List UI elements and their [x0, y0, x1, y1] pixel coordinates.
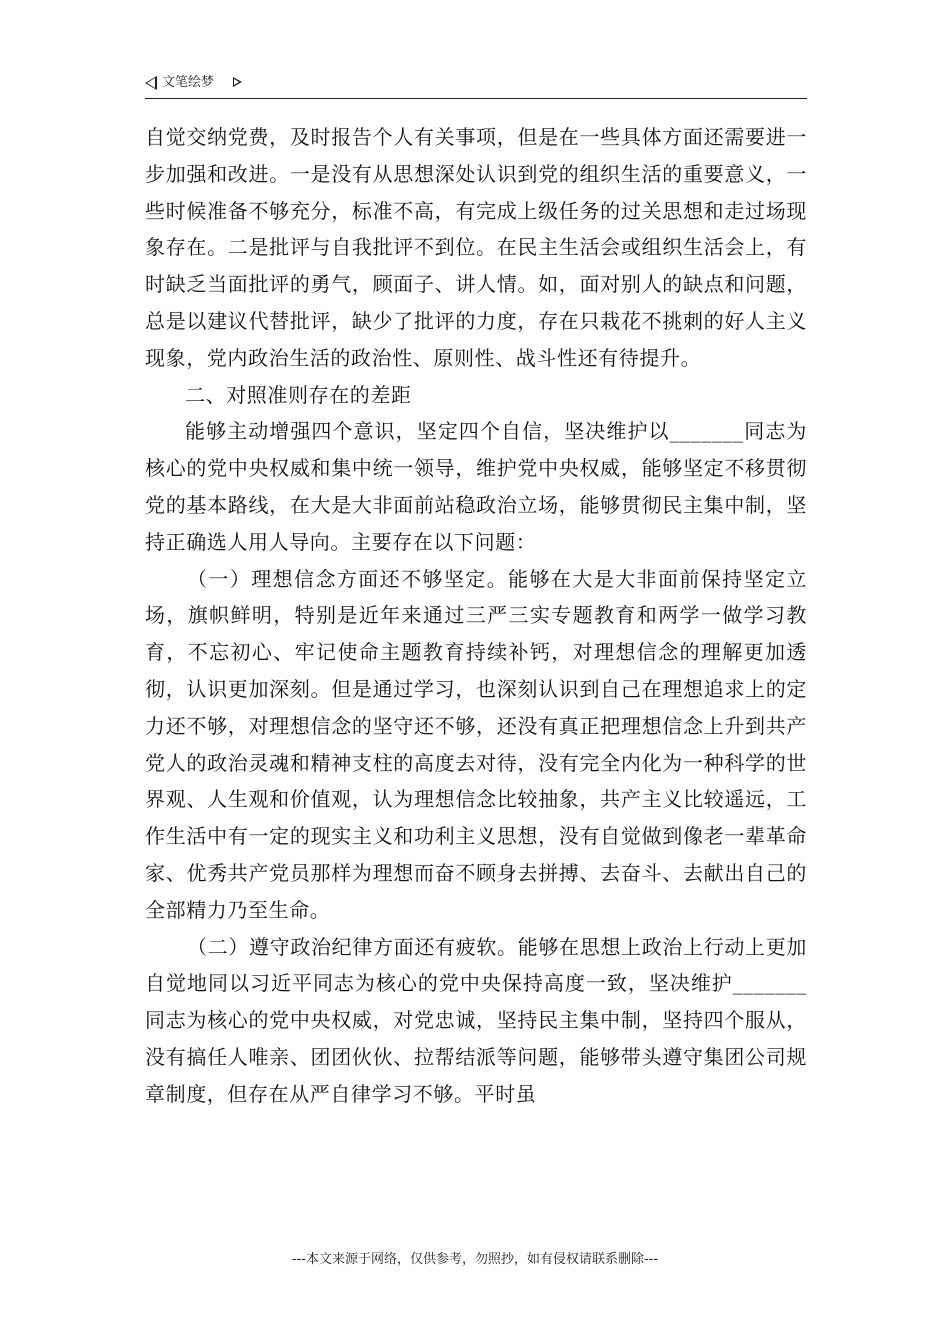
paragraph-intro: 能够主动增强四个意识，坚定四个自信，坚决维护以_______同志为核心的党中央权威和集中统一领导，维护党中央权威，能够坚定不移贯彻党的基本路线，在大是大非面前站稳政治立场，能够贯彻民主集中制，坚持正确选人用人导向。主要存在以下问题： [145, 419, 807, 554]
document-body [145, 119, 807, 1113]
paragraph-item-one: （一）理想信念方面还不够坚定。能够在大是大非面前保持坚定立场，旗帜鲜明，特别是近年来通过三严三实专题教育和两学一做学习教育，不忘初心、牢记使命主题教育持续补钙，对理想信念的理解更加透彻，认识更加深刻。但是通过学习，也深刻认识到自己在理想追求上的定力还不够，对理想信念的坚守还不够，还没有真正把理想信念上升到共产党人的政治灵魂和精神支柱的高度去对待，没有完全内化为一种科学的世界观、人生观和价值观，认为理想信念比较抽象，共产主义比较遥远，工作生活中有一定的现实主义和功利主义思想，没有自觉做到像老一辈革命家、优秀共产党员那样为理想而奋不顾身去拼搏、去奋斗、去献出自己的全部精力乃至生命。 [145, 566, 807, 922]
section-heading: 二、对照准则存在的差距 [185, 382, 412, 407]
paragraph-item-two: （二）遵守政治纪律方面还有疲软。能够在思想上政治上行动上更加自觉地同以习近平同志为核心的党中央保持高度一致，坚决维护_______同志为核心的党中央权威，对党忠诚，坚持民主集中制，坚持四个服从，没有搞任人唯亲、团团伙伙、拉帮结派等问题，能够带头遵守集团公司规章制度，但存在从严自律学习不够。平时虽 [145, 934, 807, 1106]
header-brand: 文笔绘梦 [162, 75, 215, 90]
page-header [145, 74, 807, 99]
right-triangle-icon [233, 77, 242, 87]
page-footer-disclaimer: ---本文来源于网络，仅供参考，勿照抄，如有侵权请联系删除--- [291, 1252, 659, 1267]
left-triangle-icon [145, 76, 157, 90]
paragraph-continuation: 自觉交纳党费，及时报告个人有关事项，但是在一些具体方面还需要进一步加强和改进。一是没有从思想深处认识到党的组织生活的重要意义，一些时候准备不够充分，标准不高，有完成上级任务的过关思想和走过场现象存在。二是批评与自我批评不到位。在民主生活会或组织生活会上，有时缺乏当面批评的勇气，顾面子、讲人情。如，面对别人的缺点和问题，总是以建议代替批评，缺少了批评的力度，存在只栽花不挑刺的好人主义现象，党内政治生活的政治性、原则性、战斗性还有待提升。 [145, 125, 807, 370]
